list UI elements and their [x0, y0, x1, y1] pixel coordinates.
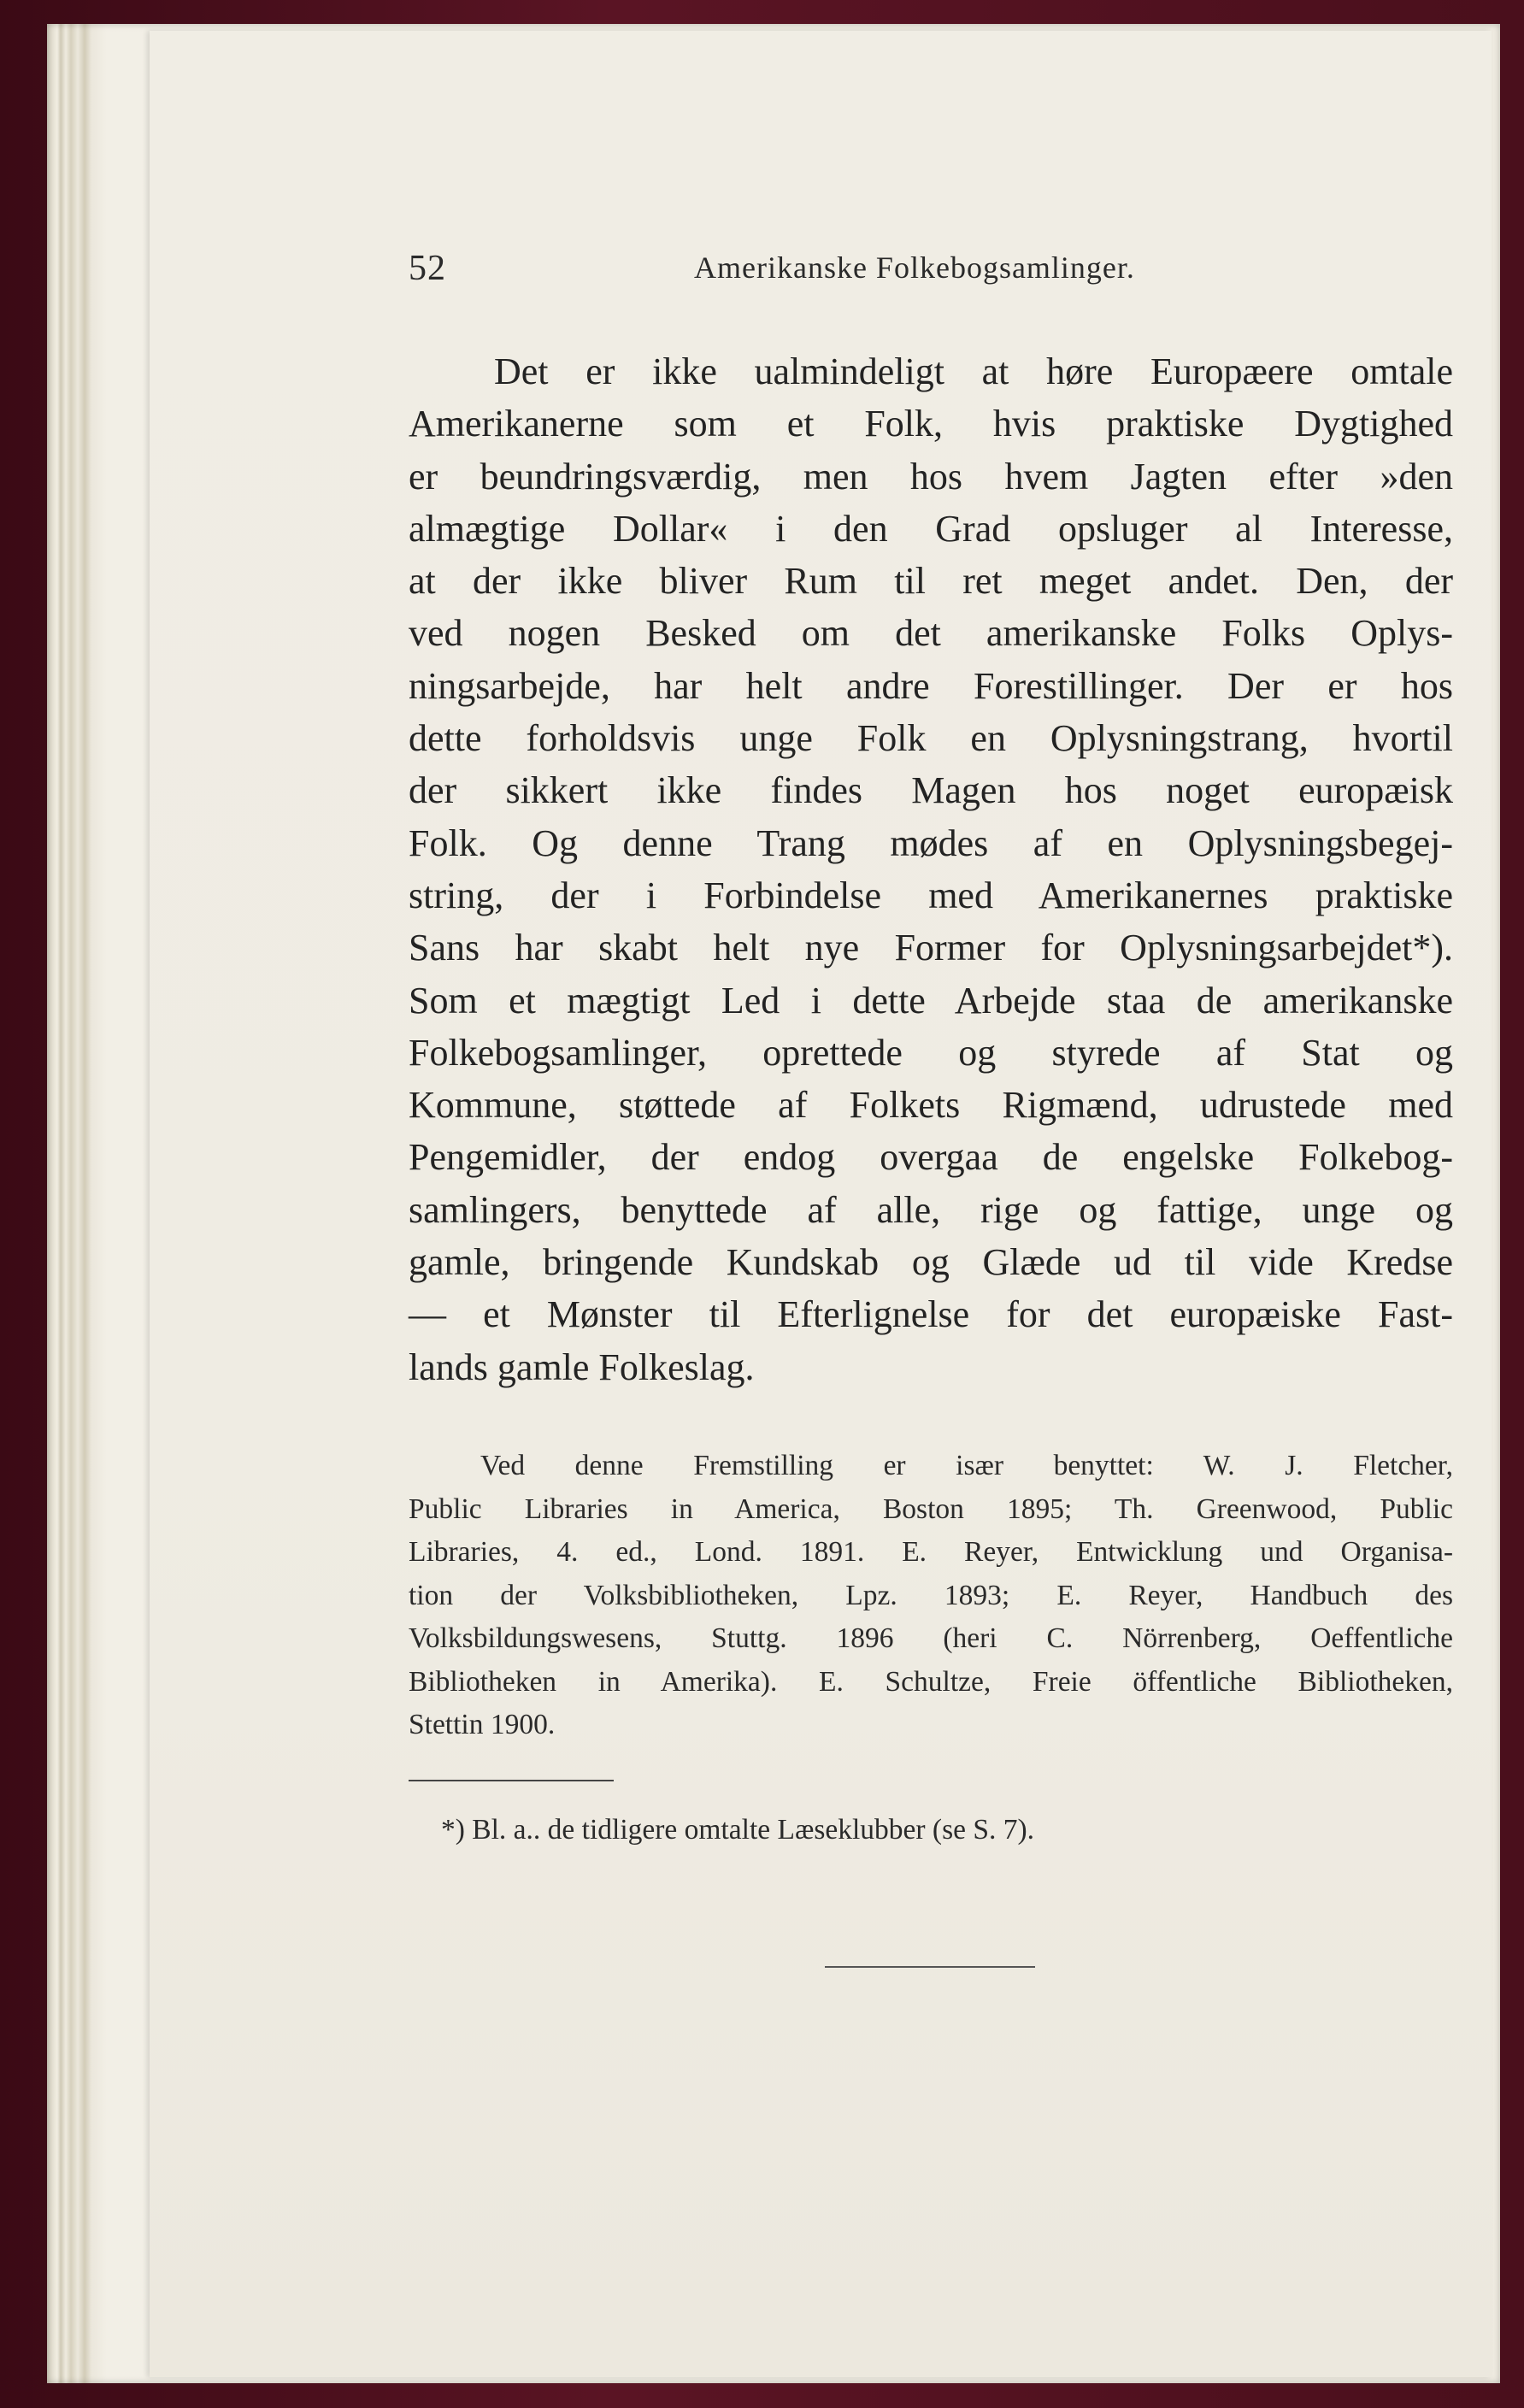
running-head — [409, 248, 1453, 299]
text-line: er beundringsværdig, men hos hvem Jagten efter »den — [409, 455, 1453, 497]
sources-line: Libraries, 4. ed., Lond. 1891. E. Reyer, Entwicklung und Organisa- — [409, 1536, 1453, 1568]
text-line: at der ikke bliver Rum til ret meget andet. Den, der — [409, 560, 1453, 603]
text-line: ved nogen Besked om det amerikanske Folks Oplys- — [409, 612, 1453, 655]
text-line: Kommune, støttede af Folkets Rigmænd, udrustede med — [409, 1084, 1453, 1127]
sources-line: tion der Volksbibliotheken, Lpz. 1893; E. Reyer, Handbuch des — [409, 1579, 1453, 1611]
sources-line: Ved denne Fremstilling er især benyttet: W. J. Fletcher, — [480, 1450, 1453, 1481]
sources-line: Bibliotheken in Amerika). E. Schultze, Freie öffentliche Bibliotheken, — [409, 1665, 1453, 1698]
text-line: Som et mægtigt Led i dette Arbejde staa de amerikanske — [409, 979, 1453, 1021]
sources-line: Public Libraries in America, Boston 1895; Th. Greenwood, Public — [409, 1492, 1453, 1525]
text-line: Sans har skabt helt nye Former for Oplysningsarbejdet*). — [409, 927, 1453, 969]
text-line: dette forholdsvis unge Folk en Oplysningstrang, hvortil — [409, 717, 1453, 760]
text-line: Pengemidler, der endog overgaa de engelske Folkebog- — [409, 1136, 1453, 1179]
text-line: Det er ikke ualmindeligt at høre Europæere omtale — [494, 350, 1453, 392]
main-paragraph — [409, 345, 1453, 1393]
text-line: almægtige Dollar« i den Grad opsluger al Interesse, — [409, 507, 1453, 550]
footnote-rule — [409, 1780, 614, 1781]
text-line: — et Mønster til Efterlignelse for det europæiske Fast- — [409, 1293, 1453, 1336]
text-line: string, der i Forbindelse med Amerikanernes praktiske — [409, 874, 1453, 916]
running-title: Amerikanske Folkebogsamlinger. — [694, 250, 1135, 285]
text-line: ningsarbejde, har helt andre Forestillinger. Der er hos — [409, 664, 1453, 707]
sources-line: Volksbildungswesens, Stuttg. 1896 (heri C. Nörrenberg, Oeffentliche — [409, 1622, 1453, 1654]
text-line: Folk. Og denne Trang mødes af en Oplysningsbegej- — [409, 821, 1453, 864]
text-line: lands gamle Folkeslag. — [409, 1345, 755, 1388]
text-line: der sikkert ikke findes Magen hos noget europæisk — [409, 769, 1453, 812]
end-rule — [825, 1966, 1035, 1968]
text-line: Folkebogsamlinger, oprettede og styrede af Stat og — [409, 1031, 1453, 1074]
page-number: 52 — [409, 249, 446, 288]
sources-line: Stettin 1900. — [409, 1709, 556, 1740]
sources-note — [409, 1445, 1453, 1747]
footnote: *) Bl. a.. de tidligere omtalte Læseklubber (se S. 7). — [441, 1814, 1035, 1846]
text-line: Amerikanerne som et Folk, hvis praktiske Dygtighed — [409, 403, 1453, 445]
text-line: gamle, bringende Kundskab og Glæde ud til vide Kredse — [409, 1241, 1453, 1284]
text-line: samlingers, benyttede af alle, rige og fattige, unge og — [409, 1188, 1453, 1231]
